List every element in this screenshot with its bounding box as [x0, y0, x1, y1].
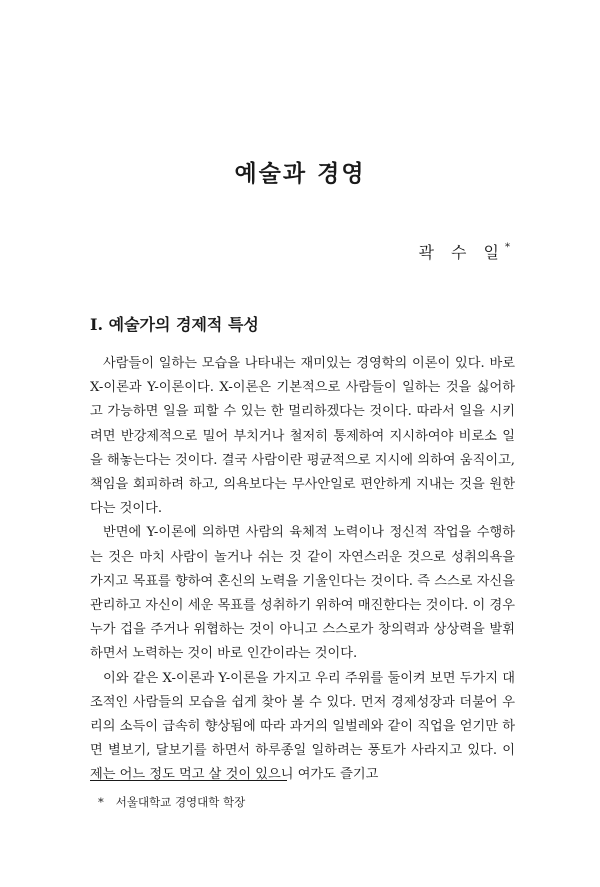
paper-title: 예술과 경영: [234, 160, 366, 187]
body-text: [90, 352, 515, 788]
footnote: [98, 794, 245, 810]
paragraph-1: 사람들이 일하는 모습을 나타내는 재미있는 경영학의 이론이 있다. 바로 X-이론과 Y-이론이다. X-이론은 기본적으로 사람들이 일하는 것을 싫어하고 가능하면 일을 피할 수 있는 한 멀리하겠다는 것이다. 따라서 일을 시키려면 반강제적으로 밀어 부치거나 철저히 통제하여 지시하여야 비로소 일을 해놓는다는 것이다. 결국 사람이란 평균적으로 지시에 의하여 움직이고, 책임을 회피하려 하고, 의욕보다는 무사안일로 편안하게 지내는 것을 원한다는 것이다.: [90, 356, 515, 517]
footnote-mark: *: [98, 795, 104, 809]
paragraph-3: 이와 같은 X-이론과 Y-이론을 가지고 우리 주위를 둘이켜 보면 두가지 대조적인 사람들의 모습을 쉽게 찾아 볼 수 있다. 먼저 경제성장과 더불어 우리의 소득이 급속히 향상됨에 따라 과거의 일벌레와 같이 직업을 얻기만 하면 별보기, 달보기를 하면서 하루종일 일하려는 풍토가 사라지고 있다. 이제는 어느 정도 먹고 살 것이 있으니 여가도 즐기고: [90, 670, 515, 783]
paragraph-2: 반면에 Y-이론에 의하면 사람의 육체적 노력이나 정신적 작업을 수행하는 것은 마치 사람이 놀거나 쉬는 것 같이 자연스러운 것으로 성취의욕을 가지고 목표를 향하여 혼신의 노력을 기울인다는 것이다. 즉 스스로 자신을 관리하고 자신이 세운 목표를 성취하기 위하여 매진한다는 것이다. 이 경우 누가 겁을 주거나 위협하는 것이 아니고 스스로가 창의력과 상상력을 발휘하면서 노력하는 것이 바로 인간이라는 것이다.: [90, 525, 515, 662]
footnote-text: 서울대학교 경영대학 학장: [115, 795, 246, 809]
footnote-divider: [90, 780, 287, 781]
section-heading: I. 예술가의 경제적 특성: [90, 315, 259, 334]
author-name: [418, 240, 510, 263]
author-name-text: 곽 수 일: [418, 243, 505, 262]
author-footnote-mark: *: [505, 241, 510, 253]
